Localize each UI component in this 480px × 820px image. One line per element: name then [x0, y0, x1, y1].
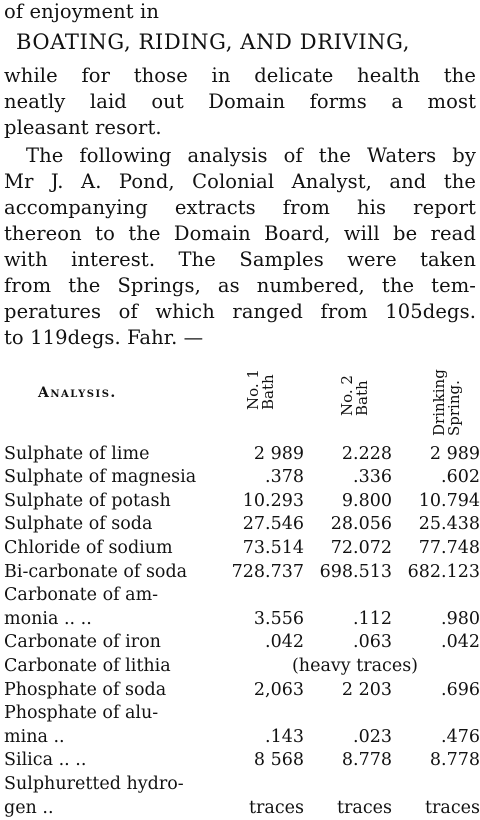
table-row [4, 487, 480, 511]
table-row [4, 723, 480, 747]
analysis-line-1: The following analysis of the Waters by [26, 144, 476, 167]
row-value-v3: 682.123 [407, 561, 480, 582]
row-value-v2: .336 [353, 467, 392, 488]
row-value-v1: traces [249, 797, 304, 818]
intro-line-5: pleasant resort. [4, 116, 162, 139]
row-value-v3: .602 [441, 467, 480, 488]
table-header-label: Analysis. [38, 385, 117, 401]
analysis-line-7: peratures of which ranged from 105degs. [4, 300, 476, 323]
row-value-span: (heavy traces) [291, 655, 419, 676]
row-value-v3: .042 [441, 632, 480, 653]
row-label: gen .. [4, 797, 54, 818]
intro-line-4: neatly laid out Domain forms a most [4, 90, 476, 113]
row-value-v2 [304, 770, 392, 794]
section-heading: BOATING, RIDING, AND DRIVING, [16, 30, 411, 54]
row-label: Sulphuretted hydro- [4, 773, 184, 794]
row-value-v2: 2.228 [341, 443, 392, 464]
table-row [4, 582, 480, 606]
row-value-v1: 728.737 [231, 561, 304, 582]
table-row [4, 676, 480, 700]
intro-line-3: while for those in delicate health the [4, 64, 476, 87]
row-value-v1: .378 [265, 467, 304, 488]
row-value-v1: .143 [265, 726, 304, 747]
row-value-v1 [230, 770, 304, 794]
row-value-v2: .112 [353, 608, 392, 629]
row-label: Carbonate of iron [4, 632, 161, 653]
column-header-drinking-spring [432, 369, 462, 436]
column-header-line: Bath [259, 374, 277, 410]
row-value-v2: traces [337, 797, 392, 818]
row-value-v1: 2,063 [253, 679, 304, 700]
row-label: Sulphate of soda [4, 514, 153, 535]
row-label: Carbonate of lithia [4, 655, 171, 676]
column-header-line: Bath [353, 380, 371, 416]
table-row [4, 534, 480, 558]
analysis-line-6: from the Springs, as numbered, the tem- [4, 274, 476, 297]
row-label: Sulphate of magnesia [4, 467, 197, 488]
row-value-v3: 2 989 [429, 443, 480, 464]
row-value-v2: 28.056 [330, 514, 392, 535]
row-value-v2: 2 203 [341, 679, 392, 700]
row-value-v2: 72.072 [330, 537, 392, 558]
table-row [4, 700, 480, 724]
table-row [4, 629, 480, 653]
analysis-line-4: thereon to the Domain Board, will be read [4, 222, 476, 245]
row-label: Chloride of sodium [4, 537, 173, 558]
row-value-v1: 2 989 [253, 443, 304, 464]
row-value-v2: 9.800 [341, 490, 392, 511]
table-row [4, 605, 480, 629]
row-value-v3: 77.748 [418, 537, 480, 558]
table-row [4, 558, 480, 582]
analysis-line-8: to 119degs. Fahr. — [4, 326, 204, 349]
row-value-v3 [392, 700, 480, 724]
row-value-v3 [392, 770, 480, 794]
row-label: Sulphate of potash [4, 490, 171, 511]
row-label: Bi-carbonate of soda [4, 561, 188, 582]
table-row [4, 794, 480, 818]
column-header-line: No. 2 [338, 375, 356, 416]
column-header-line: No. 1 [244, 369, 262, 410]
row-value-v3: 8.778 [429, 750, 480, 771]
row-label: Silica .. .. [4, 750, 87, 771]
row-value-v1: 27.546 [242, 514, 304, 535]
analysis-table [4, 440, 480, 818]
row-value-v2 [304, 582, 392, 606]
column-header-line: Spring. [445, 380, 463, 436]
table-row [4, 770, 480, 794]
row-label: Phosphate of soda [4, 679, 167, 700]
column-header-no2-bath [340, 375, 370, 416]
row-value-v2: .023 [353, 726, 392, 747]
row-value-v2 [304, 700, 392, 724]
row-value-v2: .063 [353, 632, 392, 653]
row-label: monia .. .. [4, 608, 92, 629]
row-label: Phosphate of alu- [4, 703, 159, 724]
row-value-v1: 3.556 [253, 608, 304, 629]
row-value-v3: 10.794 [418, 490, 480, 511]
analysis-line-5: with interest. The Samples were taken [4, 248, 476, 271]
table-row [4, 440, 480, 464]
table-row [4, 511, 480, 535]
row-value-v1: 8 568 [253, 750, 304, 771]
row-value-v1: 10.293 [242, 490, 304, 511]
table-row [4, 464, 480, 488]
row-value-v3 [392, 582, 480, 606]
row-value-v2: 8.778 [341, 750, 392, 771]
table-row [4, 747, 480, 771]
row-value-v2: 698.513 [319, 561, 392, 582]
row-label: Carbonate of am- [4, 585, 159, 606]
row-value-v3: .980 [441, 608, 480, 629]
analysis-line-3: accompanying extracts from his report [4, 196, 476, 219]
row-value-v1 [230, 700, 304, 724]
row-value-v3: 25.438 [418, 514, 480, 535]
row-label: Sulphate of lime [4, 443, 150, 464]
column-header-no1-bath [246, 369, 276, 410]
row-value-v1: .042 [265, 632, 304, 653]
row-value-v3: .696 [441, 679, 480, 700]
analysis-line-2: Mr J. A. Pond, Colonial Analyst, and the [4, 170, 476, 193]
row-value-v3: .476 [441, 726, 480, 747]
column-header-line: Drinking [430, 369, 448, 436]
row-label: mina .. [4, 726, 65, 747]
row-value-v3: traces [425, 797, 480, 818]
row-value-v1 [230, 582, 304, 606]
intro-line-1: of enjoyment in [4, 0, 159, 23]
row-value-v1: 73.514 [242, 537, 304, 558]
table-row [4, 652, 480, 676]
